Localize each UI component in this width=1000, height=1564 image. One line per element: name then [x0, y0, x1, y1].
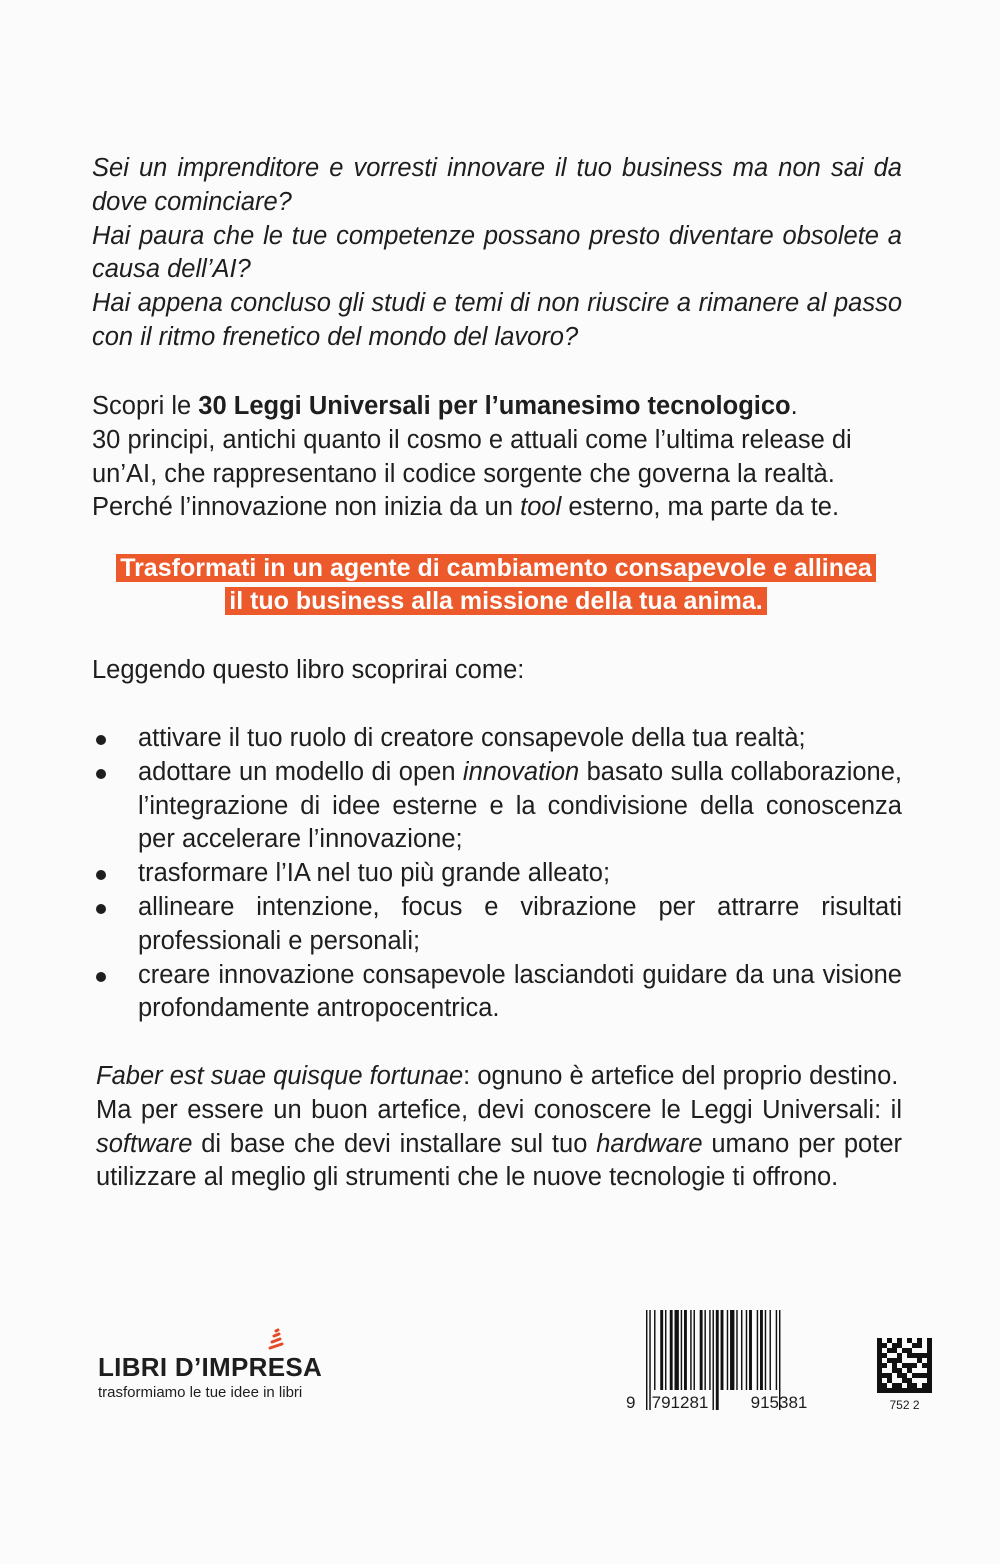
faber-p2-b: di base che devi installare sul tuo	[192, 1129, 597, 1158]
scopri-title-bold: 30 Leggi Universali per l’umanesimo tecnologico	[198, 392, 791, 420]
datamatrix-cell	[882, 1343, 887, 1348]
barcode-bar	[730, 1310, 734, 1390]
datamatrix-cell	[927, 1358, 932, 1363]
bullet-dot-icon	[96, 972, 106, 982]
datamatrix-cell	[897, 1383, 902, 1388]
datamatrix-cell	[912, 1343, 917, 1348]
list-item-text: allineare intenzione, focus e vibrazione per attrarre risultati professionali e personali;	[138, 892, 902, 955]
list-item-text-b: basato sulla collaborazione, l’integrazione di idee esterne e la condivisione della conoscenza per accelerare l’innovazione;	[138, 757, 902, 854]
list-item-text: creare innovazione consapevole lasciandoti guidare da una visione profondamente antropocentrica.	[138, 960, 902, 1023]
barcode-bar	[646, 1310, 647, 1410]
scopri-line3-b: esterno, ma parte da te.	[561, 493, 840, 522]
scopri-principles: 30 principi, antichi quanto il cosmo e attuali come l’ultima release di un’AI, che rappresentano il codice sorgente che governa la realtà.	[92, 425, 852, 488]
datamatrix-cell	[892, 1343, 897, 1348]
barcode-bar	[749, 1310, 752, 1390]
publisher-tagline: trasformiamo le tue idee in libri	[98, 1384, 303, 1401]
datamatrix-cell	[907, 1388, 912, 1393]
datamatrix-cell	[912, 1353, 917, 1358]
bullet-dot-icon	[96, 769, 106, 779]
datamatrix-cell	[917, 1358, 922, 1363]
barcode-bar	[681, 1310, 682, 1390]
benefits-list	[92, 722, 902, 1026]
intro-question-2: Hai paura che le tue competenze possano presto diventare obsolete a causa dell’AI?	[92, 221, 902, 284]
datamatrix-cell	[877, 1378, 882, 1383]
leggendo-heading: Leggendo questo libro scoprirai come:	[92, 656, 525, 684]
barcode-bar	[694, 1310, 695, 1390]
datamatrix-cell	[902, 1373, 907, 1378]
list-item	[92, 756, 902, 857]
barcode-bar	[649, 1310, 650, 1410]
datamatrix-cell	[897, 1368, 902, 1373]
intro-question-3: Hai appena concluso gli studi e temi di non riuscire a rimanere al passo con il ritmo frenetico del mondo del lavoro?	[92, 289, 902, 351]
faber-hardware: hardware	[596, 1129, 703, 1158]
list-item-text: trasformare l’IA nel tuo più grande alleato;	[138, 859, 611, 888]
banner-line-1: Trasformati in un agente di cambiamento consapevole e allinea	[116, 554, 876, 582]
list-item	[92, 891, 902, 959]
datamatrix-cell	[917, 1388, 922, 1393]
highlight-banner	[92, 552, 900, 618]
datamatrix-cell	[892, 1358, 897, 1363]
datamatrix-cell	[907, 1348, 912, 1353]
datamatrix-cell	[887, 1373, 892, 1378]
barcode-bar	[713, 1310, 714, 1410]
barcode-bar	[654, 1310, 655, 1390]
datamatrix-cell	[917, 1373, 922, 1378]
barcode-bar	[760, 1310, 763, 1390]
datamatrix-cell	[927, 1338, 932, 1343]
publisher-logo-mark	[98, 1352, 358, 1382]
bullet-dot-icon	[96, 870, 106, 880]
datamatrix-cell	[882, 1353, 887, 1358]
datamatrix-cells	[877, 1338, 932, 1393]
datamatrix-cell	[907, 1353, 912, 1358]
barcode-bar	[727, 1310, 728, 1390]
datamatrix-cell	[927, 1348, 932, 1353]
list-item-emphasis: innovation	[462, 757, 580, 786]
datamatrix-cell	[877, 1388, 882, 1393]
barcode-prefix: 9	[626, 1393, 636, 1412]
barcode-bar	[704, 1310, 705, 1390]
datamatrix-cell	[882, 1383, 887, 1388]
datamatrix-number: 752 2	[889, 1398, 920, 1412]
barcode-bar	[736, 1310, 737, 1390]
barcode-bar	[690, 1310, 691, 1390]
barcode-bar	[670, 1310, 673, 1390]
barcode-bar	[746, 1310, 747, 1390]
datamatrix-cell	[892, 1348, 897, 1353]
datamatrix-cell	[877, 1353, 882, 1358]
datamatrix-cell	[887, 1348, 892, 1353]
scopri-period: .	[790, 392, 798, 420]
scopri-paragraph	[92, 390, 902, 525]
datamatrix-cell	[892, 1368, 897, 1373]
datamatrix-cell	[877, 1343, 882, 1348]
datamatrix-cell	[887, 1378, 892, 1383]
datamatrix-cell	[897, 1388, 902, 1393]
datamatrix-cell	[927, 1353, 932, 1358]
datamatrix-cell	[922, 1383, 927, 1388]
datamatrix-cell	[917, 1343, 922, 1348]
datamatrix-cell	[927, 1378, 932, 1383]
datamatrix-cell	[917, 1338, 922, 1343]
faber-p2-a: Ma per essere un buon artefice, devi conoscere le Leggi Universali: il	[96, 1095, 902, 1124]
datamatrix-cell	[922, 1388, 927, 1393]
datamatrix-cell	[877, 1383, 882, 1388]
intro-question-1: Sei un imprenditore e vorresti innovare il tuo business ma non sai da dove cominciare?	[92, 154, 902, 216]
datamatrix-cell	[922, 1353, 927, 1358]
scopri-line3-tool: tool	[520, 493, 562, 522]
datamatrix-cell	[912, 1388, 917, 1393]
datamatrix-cell	[882, 1373, 887, 1378]
datamatrix-cell	[927, 1343, 932, 1348]
faber-translation: : ognuno è artefice del proprio destino.	[463, 1062, 899, 1090]
banner-line-2: il tuo business alla missione della tua anima.	[225, 587, 767, 615]
barcode-bar	[776, 1310, 777, 1390]
datamatrix-cell	[897, 1343, 902, 1348]
datamatrix-cell	[922, 1363, 927, 1368]
datamatrix-cell	[912, 1383, 917, 1388]
logo-text-e	[268, 1352, 286, 1382]
datamatrix-cell	[927, 1373, 932, 1378]
datamatrix-cell	[927, 1363, 932, 1368]
datamatrix-cell	[877, 1348, 882, 1353]
barcode-bar	[660, 1310, 663, 1390]
scopri-line3-a: Perché l’innovazione non inizia da un	[92, 493, 521, 522]
isbn-barcode	[620, 1310, 830, 1422]
faber-paragraph	[96, 1060, 902, 1195]
barcode-bar	[665, 1310, 666, 1390]
datamatrix-cell	[902, 1388, 907, 1393]
datamatrix-code	[877, 1338, 932, 1393]
logo-e-letter: E	[267, 1352, 286, 1382]
barcode-group-1: 791281	[651, 1393, 709, 1412]
datamatrix-cell	[897, 1338, 902, 1343]
datamatrix-cell	[887, 1358, 892, 1363]
datamatrix-cell	[902, 1348, 907, 1353]
datamatrix-cell	[902, 1378, 907, 1383]
datamatrix-cell	[887, 1388, 892, 1393]
datamatrix-cell	[877, 1368, 882, 1373]
datamatrix-cell	[877, 1338, 882, 1343]
datamatrix-cell	[927, 1388, 932, 1393]
list-item	[92, 857, 902, 891]
datamatrix-cell	[912, 1373, 917, 1378]
faber-p2-c: umano per poter utilizzare al meglio gli strumenti che le nuove tecnologie ti offrono.	[96, 1129, 902, 1192]
datamatrix-cell	[877, 1358, 882, 1363]
barcode-bar	[757, 1310, 758, 1390]
datamatrix-cell	[907, 1338, 912, 1343]
faber-software: software	[96, 1129, 193, 1158]
datamatrix-cell	[907, 1368, 912, 1373]
scopri-lead: Scopri le	[92, 392, 199, 420]
datamatrix-cell	[892, 1388, 897, 1393]
datamatrix-cell	[912, 1363, 917, 1368]
barcode-bar	[741, 1310, 742, 1390]
datamatrix-cell	[887, 1338, 892, 1343]
logo-stairs-icon	[267, 1328, 285, 1350]
datamatrix-cell	[877, 1373, 882, 1378]
datamatrix-cell	[927, 1383, 932, 1388]
datamatrix-cell	[897, 1353, 902, 1358]
datamatrix-cell	[907, 1383, 912, 1388]
barcode-bar	[675, 1310, 679, 1390]
datamatrix-cell	[907, 1378, 912, 1383]
datamatrix-cell	[882, 1388, 887, 1393]
barcode-bar	[709, 1310, 710, 1390]
barcode-bar	[700, 1310, 703, 1390]
logo-text-a: LIBRI D’IMPR	[98, 1352, 268, 1382]
list-item	[92, 722, 902, 756]
datamatrix-cell	[922, 1373, 927, 1378]
barcode-bar	[770, 1310, 771, 1390]
list-item-text: attivare il tuo ruolo di creatore consapevole della tua realtà;	[138, 724, 806, 752]
datamatrix-cell	[927, 1368, 932, 1373]
barcode-group-2: 915381	[750, 1393, 808, 1412]
datamatrix-cell	[897, 1358, 902, 1363]
bullet-dot-icon	[96, 735, 106, 745]
bullet-dot-icon	[96, 904, 106, 914]
barcode-bar	[684, 1310, 687, 1390]
barcode-bar	[765, 1310, 766, 1390]
datamatrix-cell	[882, 1363, 887, 1368]
list-item-text-a: adottare un modello di open	[138, 757, 463, 786]
list-item	[92, 959, 902, 1027]
datamatrix-cell	[902, 1363, 907, 1368]
datamatrix-cell	[897, 1373, 902, 1378]
datamatrix-cell	[892, 1363, 897, 1368]
datamatrix-cell	[917, 1353, 922, 1358]
logo-text-b: SA	[285, 1352, 323, 1382]
datamatrix-cell	[892, 1383, 897, 1388]
barcode-bar	[721, 1310, 724, 1390]
faber-latin-quote: Faber est suae quisque fortunae	[96, 1062, 464, 1090]
barcode-bar	[716, 1310, 719, 1410]
datamatrix-cell	[877, 1363, 882, 1368]
intro-questions	[92, 152, 902, 355]
publisher-logo	[98, 1352, 358, 1401]
datamatrix-cell	[907, 1363, 912, 1368]
